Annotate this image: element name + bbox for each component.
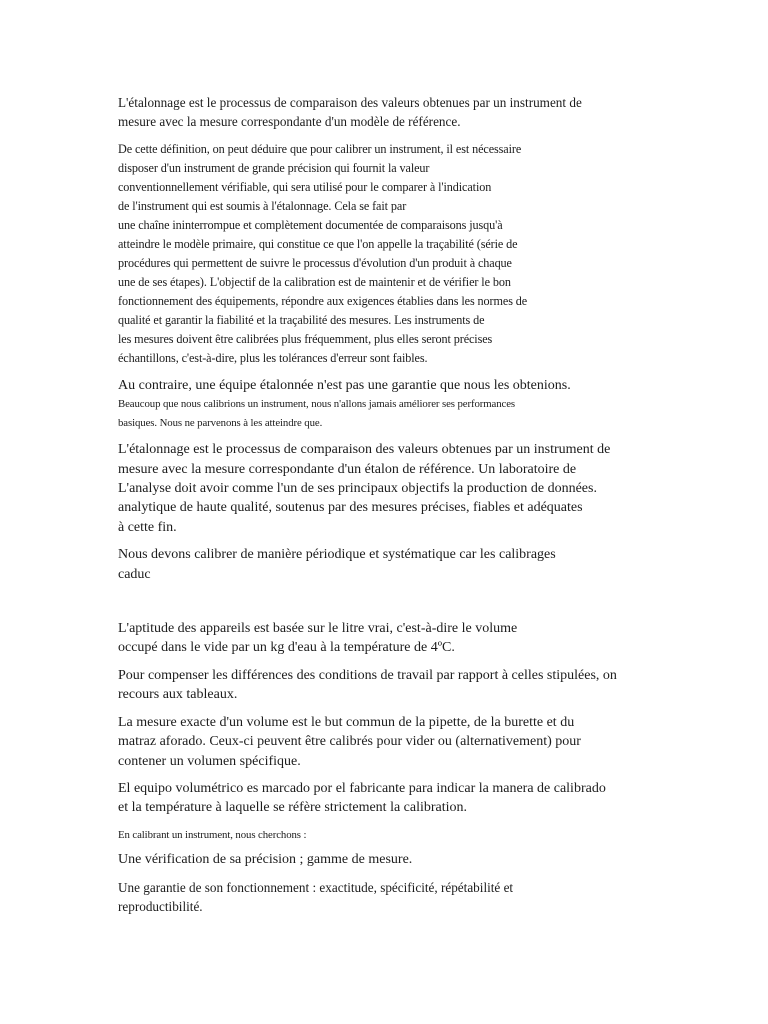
text-line: Beaucoup que nous calibrions un instrument, nous n'allons jamais améliorer ses performances	[118, 398, 516, 411]
text-line: Au contraire, une équipe étalonnée n'est pas une garantie que nous les obtenions.	[118, 377, 571, 393]
text-line: L'aptitude des appareils est basée sur le litre vrai, c'est-à-dire le volume	[118, 621, 518, 637]
text-line: Nous devons calibrer de manière périodique et systématique car les calibrages	[118, 547, 556, 563]
text-line: matraz aforado. Ceux-ci peuvent être calibrés pour vider ou (alternativement) pour	[118, 734, 581, 750]
text-line: une chaîne ininterrompue et complètement documentée de comparaisons jusqu'à	[118, 217, 503, 232]
text-line: procédures qui permettent de suivre le processus d'évolution d'un produit à chaque	[118, 255, 512, 270]
text-line: basiques. Nous ne parvenons à les atteindre que.	[118, 416, 323, 429]
paragraph-compensation	[118, 666, 663, 705]
text-line: qualité et garantir la fiabilité et la traçabilité des mesures. Les instruments de	[118, 312, 485, 327]
text-line: à cette fin.	[118, 519, 177, 535]
text-line: Une garantie de son fonctionnement : exactitude, spécificité, répétabilité et	[118, 879, 514, 895]
text-line: mesure avec la mesure correspondante d'un étalon de référence. Un laboratoire de	[118, 461, 577, 477]
paragraph-definition	[118, 93, 663, 132]
section-gap	[118, 584, 663, 619]
paragraph-aptitude	[118, 619, 663, 658]
text-line: conventionnellement vérifiable, qui sera utilisé pour le comparer à l'indication	[118, 179, 492, 194]
text-line: De cette définition, on peut déduire que pour calibrer un instrument, il est nécessaire	[118, 141, 522, 156]
text-line: fonctionnement des équipements, répondre aux exigences établies dans les normes de	[118, 293, 528, 308]
paragraph-goal-guarantee	[118, 878, 663, 917]
text-line: La mesure exacte d'un volume est le but commun de la pipette, de la burette et du	[118, 714, 575, 730]
text-line: de l'instrument qui est soumis à l'étalonnage. Cela se fait par	[118, 198, 407, 213]
text-line: une de ses étapes). L'objectif de la calibration est de maintenir et de vérifier le bon	[118, 274, 511, 289]
text-line: disposer d'un instrument de grande précision qui fournit la valeur	[118, 160, 430, 175]
paragraph-goals-intro	[118, 826, 663, 845]
text-line: L'étalonnage est le processus de comparaison des valeurs obtenues par un instrument de	[118, 95, 582, 110]
paragraph-deduction	[118, 140, 663, 368]
text-line: reproductibilité.	[118, 899, 203, 915]
text-line: mesure avec la mesure correspondante d'un modèle de référence.	[118, 114, 461, 130]
text-line: Pour compenser les différences des conditions de travail par rapport à celles stipulées, on	[118, 667, 617, 683]
text-line: L'étalonnage est le processus de comparaison des valeurs obtenues par un instrument de	[118, 442, 611, 458]
text-line: et la température à laquelle se réfère strictement la calibration.	[118, 800, 468, 816]
text-line: L'analyse doit avoir comme l'un de ses principaux objectifs la production de données.	[118, 481, 597, 497]
text-line: analytique de haute qualité, soutenus par des mesures précises, fiables et adéquates	[118, 500, 583, 516]
paragraph-goal-precision	[118, 850, 663, 869]
text-line: caduc	[118, 566, 151, 582]
text-line: El equipo volumétrico es marcado por el fabricante para indicar la manera de calibrado	[118, 780, 606, 796]
paragraph-laboratory	[118, 440, 663, 537]
paragraph-volumetric	[118, 779, 663, 818]
text-line: occupé dans le vide par un kg d'eau à la température de 4ºC.	[118, 640, 455, 656]
text-line: contener un volumen spécifique.	[118, 753, 301, 769]
text-line: atteindre le modèle primaire, qui constitue ce que l'on appelle la traçabilité (série de	[118, 236, 518, 251]
paragraph-performance	[118, 395, 663, 432]
text-line: En calibrant un instrument, nous cherchons :	[118, 828, 307, 841]
text-line: recours aux tableaux.	[118, 687, 238, 703]
text-line: échantillons, c'est-à-dire, plus les tolérances d'erreur sont faibles.	[118, 350, 428, 365]
paragraph-volume	[118, 713, 663, 771]
document-body	[118, 93, 663, 924]
paragraph-periodic	[118, 545, 663, 584]
text-line: Une vérification de sa précision ; gamme de mesure.	[118, 852, 413, 868]
text-line: les mesures doivent être calibrées plus fréquemment, plus elles seront précises	[118, 331, 493, 346]
paragraph-contrary	[118, 376, 663, 395]
